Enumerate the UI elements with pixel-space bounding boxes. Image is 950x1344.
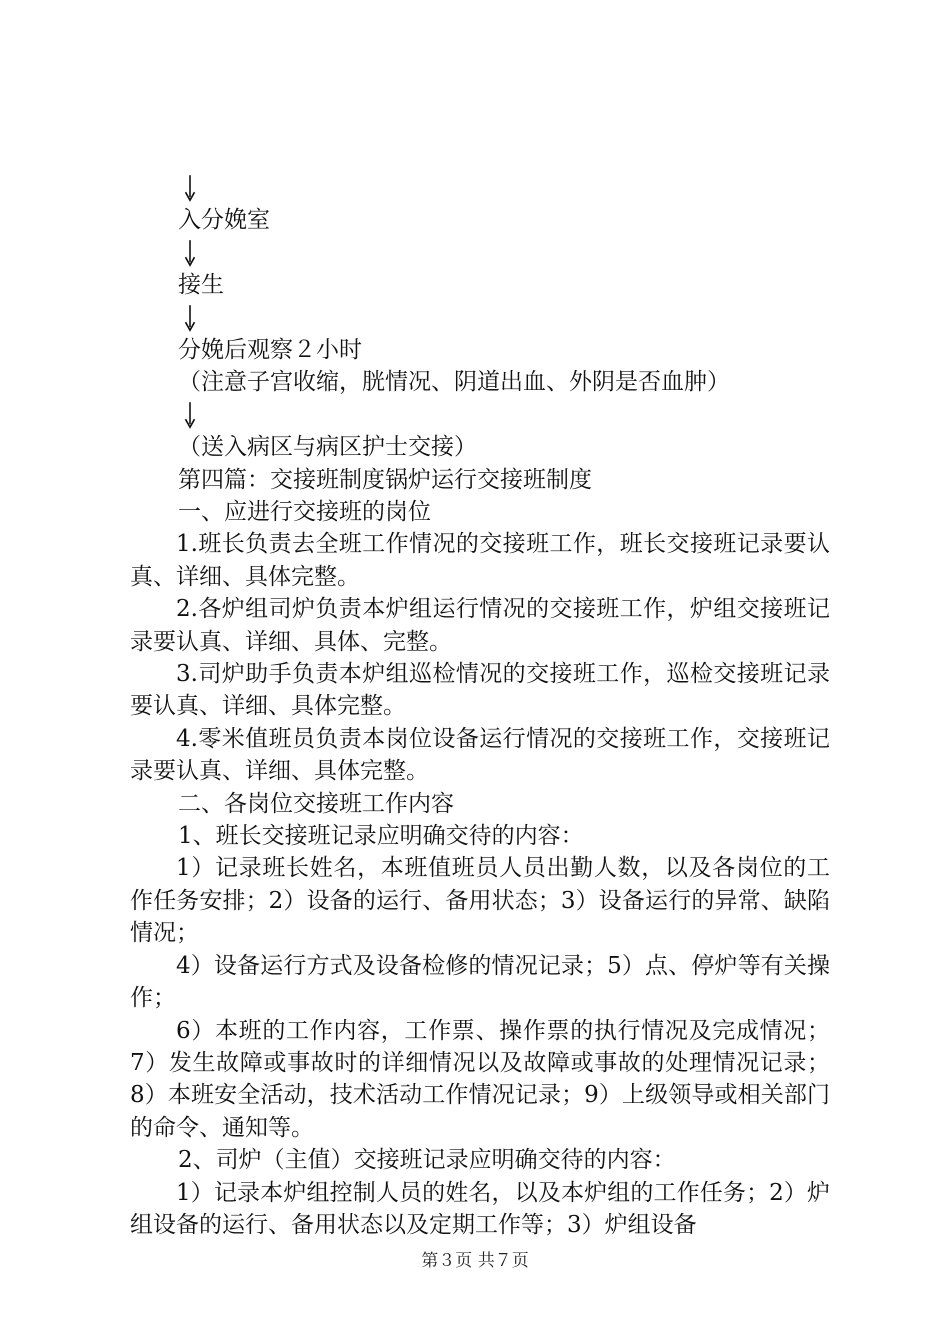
flow-step: 分娩后观察２小时 [178,336,362,363]
paragraph: 1.班长负责去全班工作情况的交接班工作，班长交接班记录要认真、详细、具体完整。 [130,531,830,590]
flow-arrow-down-icon [178,237,202,269]
paragraph: 6）本班的工作内容，工作票、操作票的执行情况及完成情况；7）发生故障或事故时的详细情况以及故障或事故的处理情况记录；8）本班安全活动，技术活动工作情况记录；9）上级领导或相关部门的命令、通知等。 [130,1017,830,1141]
flow-step-note: （送入病区与病区护士交接） [178,434,477,461]
subsection-heading: 2、司炉（主值）交接班记录应明确交待的内容： [178,1147,676,1174]
paragraph: 3.司炉助手负责本炉组巡检情况的交接班工作，巡检交接班记录要认真、详细、具体完整。 [130,661,830,720]
paragraph: 4）设备运行方式及设备检修的情况记录；5）点、停炉等有关操作； [130,952,830,1012]
article-title: 第四篇：交接班制度锅炉运行交接班制度 [178,466,592,493]
page-content [130,172,830,1241]
section-heading: 一、应进行交接班的岗位 [178,499,431,525]
paragraph: 1）记录班长姓名，本班值班员人员出勤人数，以及各岗位的工作任务安排；2）设备的运行、备用状态；3）设备运行的异常、缺陷情况； [130,855,830,947]
paragraph: 2.各炉组司炉负责本炉组运行情况的交接班工作，炉组交接班记录要认真、详细、具体、完整。 [130,596,830,655]
subsection-heading: 1、班长交接班记录应明确交待的内容： [178,823,584,850]
flow-step-note: （注意子宫收缩，胱情况、阴道出血、外阴是否血肿） [178,369,730,396]
flow-step: 接生 [178,272,224,299]
paragraph: 1）记录本炉组控制人员的姓名，以及本炉组的工作任务；2）炉组设备的运行、备用状态以及定期工作等；3）炉组设备 [130,1179,830,1238]
flow-step: 入分娩室 [178,207,270,234]
page-number-footer: 第３页 共７页 [421,1251,529,1271]
paragraph: 4.零米值班员负责本岗位设备运行情况的交接班工作，交接班记录要认真、详细、具体完整。 [130,725,830,785]
flow-arrow-down-icon [178,399,202,431]
section-heading: 二、各岗位交接班工作内容 [178,790,454,817]
flow-arrow-down-icon [178,302,202,334]
flow-arrow-down-icon [178,172,202,204]
